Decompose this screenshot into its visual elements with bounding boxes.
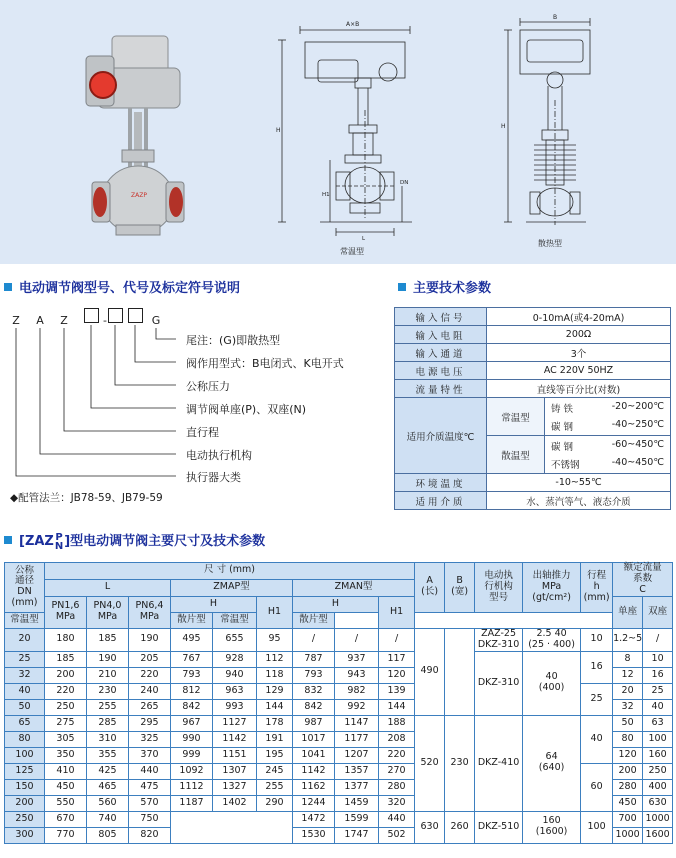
- square-bullet-icon: [4, 536, 12, 544]
- square-bullet-icon: [398, 283, 406, 291]
- col-zman-std: 常温型: [213, 612, 257, 628]
- zmap-cell: 842: [171, 699, 213, 715]
- zman-cell: 1244: [293, 795, 335, 811]
- tech-value: 0-10mA(或4-20mA): [487, 308, 671, 326]
- flow-double-cell: 40: [643, 699, 673, 715]
- zmap-cell: 793: [171, 667, 213, 683]
- material-name: 碳 钢: [551, 441, 574, 453]
- zmap-cell: 928: [213, 651, 257, 667]
- l-cell: 820: [129, 827, 171, 843]
- zmap-cell: 1092: [171, 763, 213, 779]
- col-dn: 公称 通径 DN (mm): [5, 563, 45, 613]
- zmap-cell: 1112: [171, 779, 213, 795]
- col-double: 双座: [643, 596, 673, 628]
- col-b: B (宽): [445, 563, 475, 613]
- product-drawing-panel: [0, 0, 676, 264]
- zman-cell: 1377: [335, 779, 379, 795]
- table-row: [5, 628, 673, 651]
- col-l: L: [45, 579, 171, 596]
- col-zman-heat: 散片型: [293, 612, 335, 628]
- svg-text:H1: H1: [322, 192, 330, 198]
- zman-cell: 832: [293, 683, 335, 699]
- zman-cell: 937: [335, 651, 379, 667]
- dn-cell: 40: [5, 683, 45, 699]
- l-cell: 190: [87, 651, 129, 667]
- table-row: [5, 811, 673, 827]
- zman-cell: /: [293, 628, 335, 651]
- a-cell: 630: [415, 811, 445, 843]
- col-zman-h1: H1: [379, 596, 415, 628]
- zman-cell: 1041: [293, 747, 335, 763]
- tech-label: 电源电压: [395, 362, 487, 380]
- b-empty-cell: [445, 628, 475, 715]
- zmap-cell: 940: [213, 667, 257, 683]
- temp-type: 常温型: [487, 398, 545, 436]
- zman-cell: 842: [293, 699, 335, 715]
- zmap-cell: 990: [171, 731, 213, 747]
- svg-text:A×B: A×B: [346, 21, 360, 28]
- legend-actuator: 电动执行机构: [186, 449, 252, 462]
- zmap-cell: 993: [213, 699, 257, 715]
- col-zman: ZMAN型: [293, 579, 415, 596]
- code-dash: -: [103, 314, 107, 327]
- material-name: 铸 铁: [551, 403, 574, 415]
- dn-cell: 200: [5, 795, 45, 811]
- dn-cell: 150: [5, 779, 45, 795]
- zmap-cell: 129: [257, 683, 293, 699]
- col-size: 尺 寸 (mm): [45, 563, 415, 580]
- flow-single-cell: 8: [613, 651, 643, 667]
- stroke-cell: 100: [581, 811, 613, 843]
- zman-cell: 280: [379, 779, 415, 795]
- temp-range: -60~450℃: [611, 438, 665, 450]
- zman-cell: 1357: [335, 763, 379, 779]
- flow-double-cell: 1600: [643, 827, 673, 843]
- table-row: [5, 651, 673, 667]
- zman-cell: 502: [379, 827, 415, 843]
- actuator-cell: DKZ-510: [475, 811, 523, 843]
- zman-cell: 1017: [293, 731, 335, 747]
- flow-single-cell: 200: [613, 763, 643, 779]
- temp-range: -40~250℃: [611, 418, 665, 430]
- table-row: [5, 715, 673, 731]
- flow-single-cell: 1000: [613, 827, 643, 843]
- col-zmap-h: H: [171, 596, 257, 612]
- zman-cell: 943: [335, 667, 379, 683]
- l-cell: 185: [45, 651, 87, 667]
- zman-cell: 1207: [335, 747, 379, 763]
- l-cell: 310: [87, 731, 129, 747]
- flow-single-cell: 12: [613, 667, 643, 683]
- col-pn40: PN4,0 MPa: [87, 596, 129, 628]
- dimension-section-title: [ZAZ P N]型电动调节阀主要尺寸及技术参数: [4, 530, 265, 551]
- flow-single-cell: 280: [613, 779, 643, 795]
- col-flow: 额定流量 系数 C: [613, 563, 673, 597]
- l-cell: 185: [87, 628, 129, 651]
- actuator-cell: ZAZ-25 DKZ-310: [475, 628, 523, 651]
- l-cell: 740: [87, 811, 129, 827]
- flow-single-cell: 120: [613, 747, 643, 763]
- svg-text:常温型: 常温型: [340, 247, 364, 256]
- zman-cell: 1142: [293, 763, 335, 779]
- tech-value: AC 220V 50HZ: [487, 362, 671, 380]
- flow-double-cell: 160: [643, 747, 673, 763]
- zman-cell: 208: [379, 731, 415, 747]
- thrust-cell: 2.5 40 (25 · 400): [523, 628, 581, 651]
- flow-double-cell: 400: [643, 779, 673, 795]
- table-row: [395, 398, 671, 436]
- code-letter-a: A: [36, 314, 44, 327]
- svg-text:DN: DN: [400, 180, 409, 186]
- zmap-cell: 1142: [213, 731, 257, 747]
- a-cell: 490: [415, 628, 445, 715]
- l-cell: 230: [87, 683, 129, 699]
- flow-double-cell: 10: [643, 651, 673, 667]
- zmap-cell: 967: [171, 715, 213, 731]
- col-zmap-heat: 散片型: [171, 612, 213, 628]
- l-cell: 210: [87, 667, 129, 683]
- table-header-row: [5, 563, 673, 580]
- zman-cell: 787: [293, 651, 335, 667]
- dn-cell: 300: [5, 827, 45, 843]
- flow-double-cell: 16: [643, 667, 673, 683]
- col-zman-h: H: [293, 596, 379, 612]
- svg-text:H: H: [501, 123, 506, 130]
- valve-photo: [86, 36, 184, 235]
- flow-single-cell: 700: [613, 811, 643, 827]
- svg-text:L: L: [362, 236, 366, 242]
- l-cell: 355: [87, 747, 129, 763]
- stroke-cell: 25: [581, 683, 613, 715]
- flow-single-cell: 80: [613, 731, 643, 747]
- code-box-pressure: [108, 308, 123, 323]
- zman-cell: 982: [335, 683, 379, 699]
- heat-type-drawing: [504, 18, 590, 225]
- zmap-cell: 191: [257, 731, 293, 747]
- l-cell: 370: [129, 747, 171, 763]
- dn-cell: 125: [5, 763, 45, 779]
- l-cell: 180: [45, 628, 87, 651]
- table-row: [395, 326, 671, 344]
- b-cell: 260: [445, 811, 475, 843]
- dn-cell: 80: [5, 731, 45, 747]
- flow-double-cell: 25: [643, 683, 673, 699]
- tech-label: 输入电阻: [395, 326, 487, 344]
- table-row: [395, 474, 671, 492]
- flow-double-cell: 630: [643, 795, 673, 811]
- flow-double-cell: 100: [643, 731, 673, 747]
- zmap-cell: 195: [257, 747, 293, 763]
- table-row: [395, 308, 671, 326]
- zman-cell: 987: [293, 715, 335, 731]
- zman-cell: 144: [379, 699, 415, 715]
- l-cell: 190: [129, 628, 171, 651]
- square-bullet-icon: [4, 283, 12, 291]
- flow-double-cell: 250: [643, 763, 673, 779]
- l-cell: 350: [45, 747, 87, 763]
- zmap-cell: 1127: [213, 715, 257, 731]
- l-cell: 670: [45, 811, 87, 827]
- l-cell: 275: [45, 715, 87, 731]
- l-cell: 255: [87, 699, 129, 715]
- l-cell: 560: [87, 795, 129, 811]
- zman-cell: 117: [379, 651, 415, 667]
- col-stroke: 行程 h (mm): [581, 563, 613, 613]
- tech-value: 200Ω: [487, 326, 671, 344]
- temp-range: -40~450℃: [611, 456, 665, 468]
- code-letter-z1: Z: [12, 314, 20, 327]
- material-name: 不锈钢: [551, 459, 580, 471]
- tech-label: 适用介质: [395, 492, 487, 510]
- l-cell: 285: [87, 715, 129, 731]
- zmap-cell: 655: [213, 628, 257, 651]
- material-name: 碳 钢: [551, 421, 574, 433]
- l-cell: 570: [129, 795, 171, 811]
- flow-double-cell: 1000: [643, 811, 673, 827]
- tech-value: 直线等百分比(对数): [487, 380, 671, 398]
- l-cell: 205: [129, 651, 171, 667]
- tech-params-table: [394, 307, 671, 510]
- l-cell: 265: [129, 699, 171, 715]
- zman-cell: /: [379, 628, 415, 651]
- thrust-cell: 40 (400): [523, 651, 581, 715]
- zman-cell: /: [335, 628, 379, 651]
- dn-cell: 65: [5, 715, 45, 731]
- dn-cell: 100: [5, 747, 45, 763]
- tech-label: 环境温度: [395, 474, 487, 492]
- temp-ranges: [545, 436, 671, 474]
- flange-note: ◆配管法兰：JB78-59、JB79-59: [10, 492, 163, 504]
- zman-cell: 793: [293, 667, 335, 683]
- legend-straight-stroke: 直行程: [186, 426, 219, 439]
- flow-single-cell: 20: [613, 683, 643, 699]
- svg-text:ZAZP: ZAZP: [131, 192, 147, 199]
- flow-double-cell: 63: [643, 715, 673, 731]
- l-cell: 240: [129, 683, 171, 699]
- thrust-cell: 64 (640): [523, 715, 581, 811]
- col-pn16: PN1,6 MPa: [45, 596, 87, 628]
- table-row: [395, 380, 671, 398]
- tech-value: 3个: [487, 344, 671, 362]
- col-a: A (长): [415, 563, 445, 613]
- dn-cell: 50: [5, 699, 45, 715]
- code-box-action: [128, 308, 143, 323]
- dn-cell: 20: [5, 628, 45, 651]
- l-cell: 325: [129, 731, 171, 747]
- l-cell: 465: [87, 779, 129, 795]
- zmap-cell: 255: [257, 779, 293, 795]
- zmap-cell: 290: [257, 795, 293, 811]
- tech-label: 输入通道: [395, 344, 487, 362]
- b-cell: 230: [445, 715, 475, 811]
- zman-cell: 1472: [293, 811, 335, 827]
- flow-single-cell: 32: [613, 699, 643, 715]
- thrust-cell: 160 (1600): [523, 811, 581, 843]
- actuator-cell: DKZ-310: [475, 651, 523, 715]
- dimension-table-body: [5, 628, 673, 843]
- zman-cell: 1147: [335, 715, 379, 731]
- standard-type-drawing: [278, 26, 412, 236]
- zman-cell: 1530: [293, 827, 335, 843]
- col-single: 单座: [613, 596, 643, 628]
- zman-cell: 1162: [293, 779, 335, 795]
- l-cell: 750: [129, 811, 171, 827]
- zmap-cell: 178: [257, 715, 293, 731]
- legend-seat-type: 调节阀单座(P)、双座(N): [186, 403, 307, 416]
- zman-cell: 270: [379, 763, 415, 779]
- code-box-seat: [84, 308, 99, 323]
- actuator-cell: DKZ-410: [475, 715, 523, 811]
- code-letter-g: G: [151, 314, 161, 327]
- zmap-cell: 118: [257, 667, 293, 683]
- col-zmap: ZMAP型: [171, 579, 293, 596]
- svg-text:H: H: [276, 127, 281, 134]
- stroke-cell: 60: [581, 763, 613, 811]
- l-cell: 220: [45, 683, 87, 699]
- l-cell: 770: [45, 827, 87, 843]
- zman-cell: 139: [379, 683, 415, 699]
- legend-action-type: 阀作用型式：B电闭式、K电开式: [186, 357, 344, 370]
- code-section-title: 电动调节阀型号、代号及标定符号说明: [4, 277, 240, 296]
- dn-cell: 250: [5, 811, 45, 827]
- temp-range: -20~200℃: [611, 400, 665, 412]
- svg-text:B: B: [553, 14, 558, 21]
- legend-category: 执行器大类: [186, 471, 241, 484]
- dn-cell: 32: [5, 667, 45, 683]
- zmap-cell: 1151: [213, 747, 257, 763]
- col-pn64: PN6,4 MPa: [129, 596, 171, 628]
- l-cell: 410: [45, 763, 87, 779]
- l-cell: 200: [45, 667, 87, 683]
- zmap-cell: 245: [257, 763, 293, 779]
- col-zmap-std: 常温型: [5, 612, 45, 628]
- l-cell: 220: [129, 667, 171, 683]
- zmap-cell: 95: [257, 628, 293, 651]
- tech-label-temp: 适用介质温度℃: [395, 398, 487, 474]
- col-actuator: 电动执 行机构 型号: [475, 563, 523, 613]
- temp-type: 散温型: [487, 436, 545, 474]
- l-cell: 550: [45, 795, 87, 811]
- table-row: [395, 492, 671, 510]
- zman-cell: 220: [379, 747, 415, 763]
- stroke-cell: 40: [581, 715, 613, 763]
- tech-value: 水、蒸汽等气、液态介质: [487, 492, 671, 510]
- zman-cell: 440: [379, 811, 415, 827]
- l-cell: 250: [45, 699, 87, 715]
- zman-cell: 1747: [335, 827, 379, 843]
- zmap-cell: 963: [213, 683, 257, 699]
- flow-double-cell: /: [643, 628, 673, 651]
- col-zmap-h1: H1: [257, 596, 293, 628]
- code-letter-z2: Z: [60, 314, 68, 327]
- l-cell: 425: [87, 763, 129, 779]
- zmap-cell: 112: [257, 651, 293, 667]
- stroke-cell: 10: [581, 628, 613, 651]
- flow-single-cell: 450: [613, 795, 643, 811]
- temp-ranges: [545, 398, 671, 436]
- l-cell: 805: [87, 827, 129, 843]
- zman-cell: 320: [379, 795, 415, 811]
- zman-cell: 1177: [335, 731, 379, 747]
- stroke-cell: 16: [581, 651, 613, 683]
- zmap-cell: 812: [171, 683, 213, 699]
- a-cell: 520: [415, 715, 445, 811]
- valve-drawings: [0, 0, 676, 264]
- zman-cell: 1459: [335, 795, 379, 811]
- l-cell: 440: [129, 763, 171, 779]
- zmap-cell: 1402: [213, 795, 257, 811]
- legend-suffix: 尾注：(G)即散热型: [186, 334, 281, 347]
- zmap-cell: 999: [171, 747, 213, 763]
- dimension-table: [4, 562, 673, 844]
- tech-label: 流量特性: [395, 380, 487, 398]
- l-cell: 295: [129, 715, 171, 731]
- zmap-cell: 1307: [213, 763, 257, 779]
- legend-pressure: 公称压力: [186, 380, 230, 393]
- col-thrust: 出轴推力 MPa (gt/cm²): [523, 563, 581, 613]
- zman-cell: 188: [379, 715, 415, 731]
- flow-single-cell: 1.2~5: [613, 628, 643, 651]
- flow-single-cell: 50: [613, 715, 643, 731]
- zmap-cell: 1327: [213, 779, 257, 795]
- zman-cell: 120: [379, 667, 415, 683]
- zmap-cell: 144: [257, 699, 293, 715]
- dn-cell: 25: [5, 651, 45, 667]
- l-cell: 305: [45, 731, 87, 747]
- tech-label: 输入信号: [395, 308, 487, 326]
- tech-section-title: 主要技术参数: [398, 277, 491, 296]
- table-row: [395, 344, 671, 362]
- table-row: [395, 362, 671, 380]
- l-cell: 450: [45, 779, 87, 795]
- zmap-cell: 495: [171, 628, 213, 651]
- zmap-cell: 767: [171, 651, 213, 667]
- l-cell: 475: [129, 779, 171, 795]
- zman-cell: 992: [335, 699, 379, 715]
- tech-value: -10~55℃: [487, 474, 671, 492]
- svg-text:散热型: 散热型: [538, 239, 562, 248]
- zman-cell: 1599: [335, 811, 379, 827]
- model-code-diagram: [8, 300, 388, 510]
- zmap-cell: 1187: [171, 795, 213, 811]
- zmap-empty-cell: [171, 811, 293, 843]
